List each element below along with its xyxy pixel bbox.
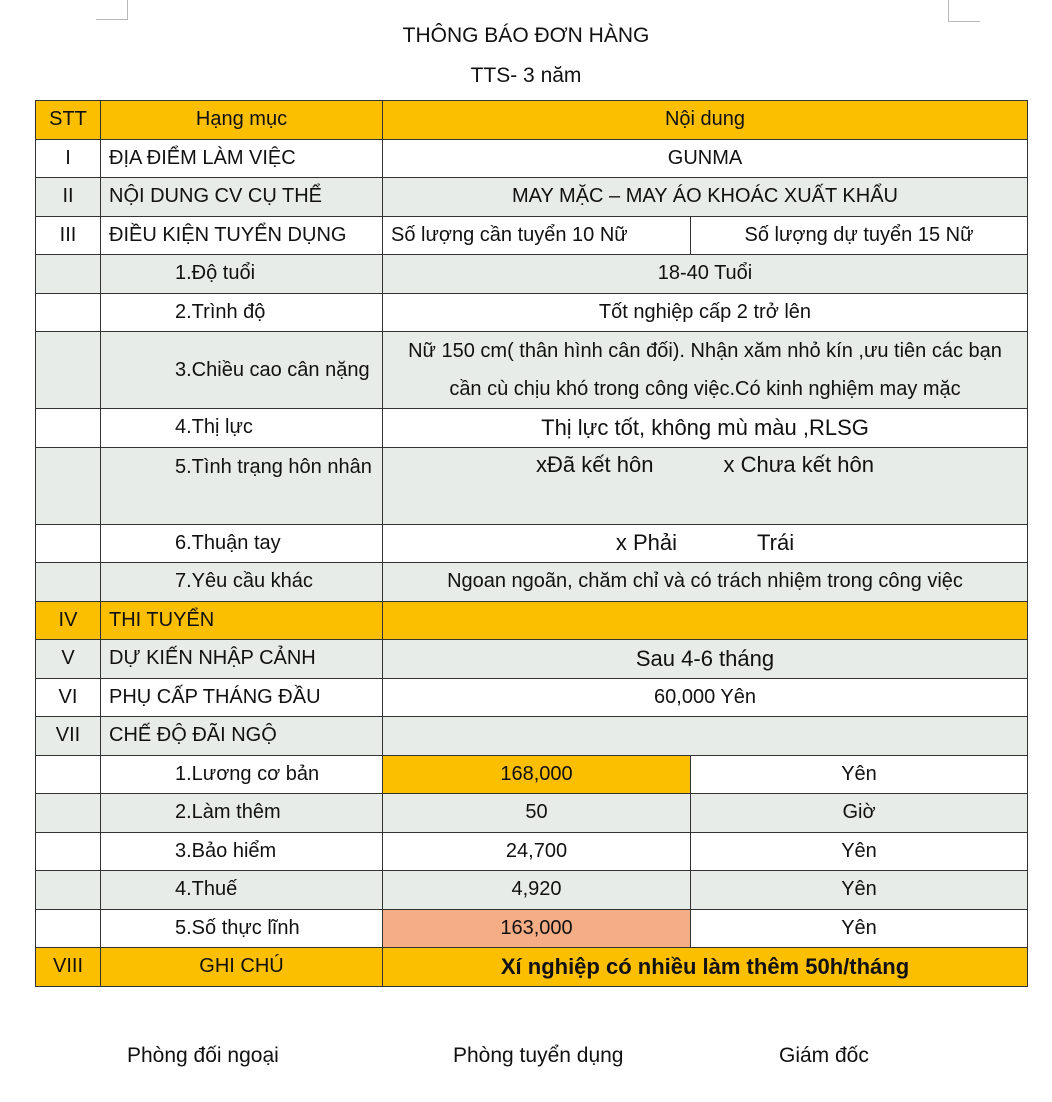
- row-value: 4,920: [383, 871, 691, 910]
- option-married: xĐã kết hôn: [536, 451, 654, 477]
- table-row: [36, 717, 1028, 756]
- table-row: [36, 409, 1028, 448]
- row-unit: Yên: [691, 832, 1028, 871]
- table-row: [36, 794, 1028, 833]
- row-label: 1.Lương cơ bản: [101, 755, 383, 794]
- table-row: [36, 332, 1028, 409]
- table-row: [36, 563, 1028, 602]
- row-value: Nữ 150 cm( thân hình cân đối). Nhận xăm nhỏ kín ,ưu tiên các bạn cần cù chịu khó trong công việc.Có kinh nghiệm may mặc: [383, 332, 1028, 409]
- row-number: VII: [36, 717, 101, 756]
- option-right: x Phải: [615, 530, 678, 556]
- header-content: Nội dung: [383, 101, 1028, 140]
- table-row: [36, 755, 1028, 794]
- row-label: 4.Thị lực: [101, 409, 383, 448]
- row-value: Ngoan ngoãn, chăm chỉ và có trách nhiệm trong công việc: [383, 563, 1028, 602]
- row-value: 50: [383, 794, 691, 833]
- hand-options: [383, 524, 1028, 563]
- table-row: [36, 255, 1028, 294]
- row-label: DỰ KIẾN NHẬP CẢNH: [101, 640, 383, 679]
- option-single: x Chưa kết hôn: [723, 451, 874, 477]
- row-label: 4.Thuế: [101, 871, 383, 910]
- table-row: [36, 524, 1028, 563]
- option-left: Trái: [757, 530, 795, 556]
- table-row: [36, 871, 1028, 910]
- page-corner-mark-left: [96, 0, 128, 20]
- marital-options: [383, 447, 1028, 524]
- signature-director: Giám đốc: [779, 1044, 869, 1067]
- row-unit: Giờ: [691, 794, 1028, 833]
- row-label: 5.Tình trạng hôn nhân: [101, 447, 383, 524]
- note-text: Xí nghiệp có nhiều làm thêm 50h/tháng: [383, 948, 1028, 987]
- row-value: Thị lực tốt, không mù màu ,RLSG: [383, 409, 1028, 448]
- row-unit: Yên: [691, 755, 1028, 794]
- row-number: VIII: [36, 948, 101, 987]
- row-label: CHẾ ĐỘ ĐÃI NGỘ: [101, 717, 383, 756]
- table-row: [36, 293, 1028, 332]
- row-label: 3.Bảo hiểm: [101, 832, 383, 871]
- table-row: [36, 178, 1028, 217]
- row-unit: Yên: [691, 909, 1028, 948]
- row-value: 24,700: [383, 832, 691, 871]
- row-label: GHI CHÚ: [101, 948, 383, 987]
- applicant-quantity: Số lượng dự tuyển 15 Nữ: [691, 216, 1028, 255]
- row-number: III: [36, 216, 101, 255]
- row-label: ĐIỀU KIỆN TUYỂN DỤNG: [101, 216, 383, 255]
- row-number: V: [36, 640, 101, 679]
- row-label: 3.Chiều cao cân nặng: [101, 332, 383, 409]
- row-value: MAY MẶC – MAY ÁO KHOÁC XUẤT KHẨU: [383, 178, 1028, 217]
- needed-quantity: Số lượng cần tuyển 10 Nữ: [383, 216, 691, 255]
- document-subtitle: TTS- 3 năm: [470, 64, 582, 87]
- row-label: 6.Thuận tay: [101, 524, 383, 563]
- table-row: [36, 601, 1028, 640]
- row-value: GUNMA: [383, 139, 1028, 178]
- row-label: NỘI DUNG CV CỤ THỂ: [101, 178, 383, 217]
- table-header-row: [36, 101, 1028, 140]
- row-label: 5.Số thực lĩnh: [101, 909, 383, 948]
- table-row: [36, 640, 1028, 679]
- row-value: 168,000: [383, 755, 691, 794]
- table-row: [36, 447, 1028, 524]
- row-value: 60,000 Yên: [383, 678, 1028, 717]
- row-number: I: [36, 139, 101, 178]
- table-row: [36, 678, 1028, 717]
- header-item: Hạng mục: [101, 101, 383, 140]
- row-value: Sau 4-6 tháng: [383, 640, 1028, 679]
- signature-foreign-affairs: Phòng đối ngoại: [127, 1044, 279, 1067]
- document-title: THÔNG BÁO ĐƠN HÀNG: [402, 24, 650, 47]
- row-label: 1.Độ tuổi: [101, 255, 383, 294]
- page-corner-mark-right: [948, 0, 980, 22]
- table-row: [36, 948, 1028, 987]
- order-table: [35, 100, 1028, 987]
- row-label: ĐỊA ĐIỂM LÀM VIỆC: [101, 139, 383, 178]
- table-row: [36, 139, 1028, 178]
- row-value: Tốt nghiệp cấp 2 trở lên: [383, 293, 1028, 332]
- row-unit: Yên: [691, 871, 1028, 910]
- row-number: II: [36, 178, 101, 217]
- row-value: 18-40 Tuổi: [383, 255, 1028, 294]
- row-label: 7.Yêu cầu khác: [101, 563, 383, 602]
- row-value: 163,000: [383, 909, 691, 948]
- row-number: VI: [36, 678, 101, 717]
- row-number: IV: [36, 601, 101, 640]
- table-row: [36, 832, 1028, 871]
- header-stt: STT: [36, 101, 101, 140]
- row-label: PHỤ CẤP THÁNG ĐẦU: [101, 678, 383, 717]
- table-row: [36, 909, 1028, 948]
- row-label: 2.Trình độ: [101, 293, 383, 332]
- row-label: THI TUYỂN: [101, 601, 383, 640]
- signature-recruitment: Phòng tuyển dụng: [453, 1044, 624, 1067]
- row-label: 2.Làm thêm: [101, 794, 383, 833]
- table-row: [36, 216, 1028, 255]
